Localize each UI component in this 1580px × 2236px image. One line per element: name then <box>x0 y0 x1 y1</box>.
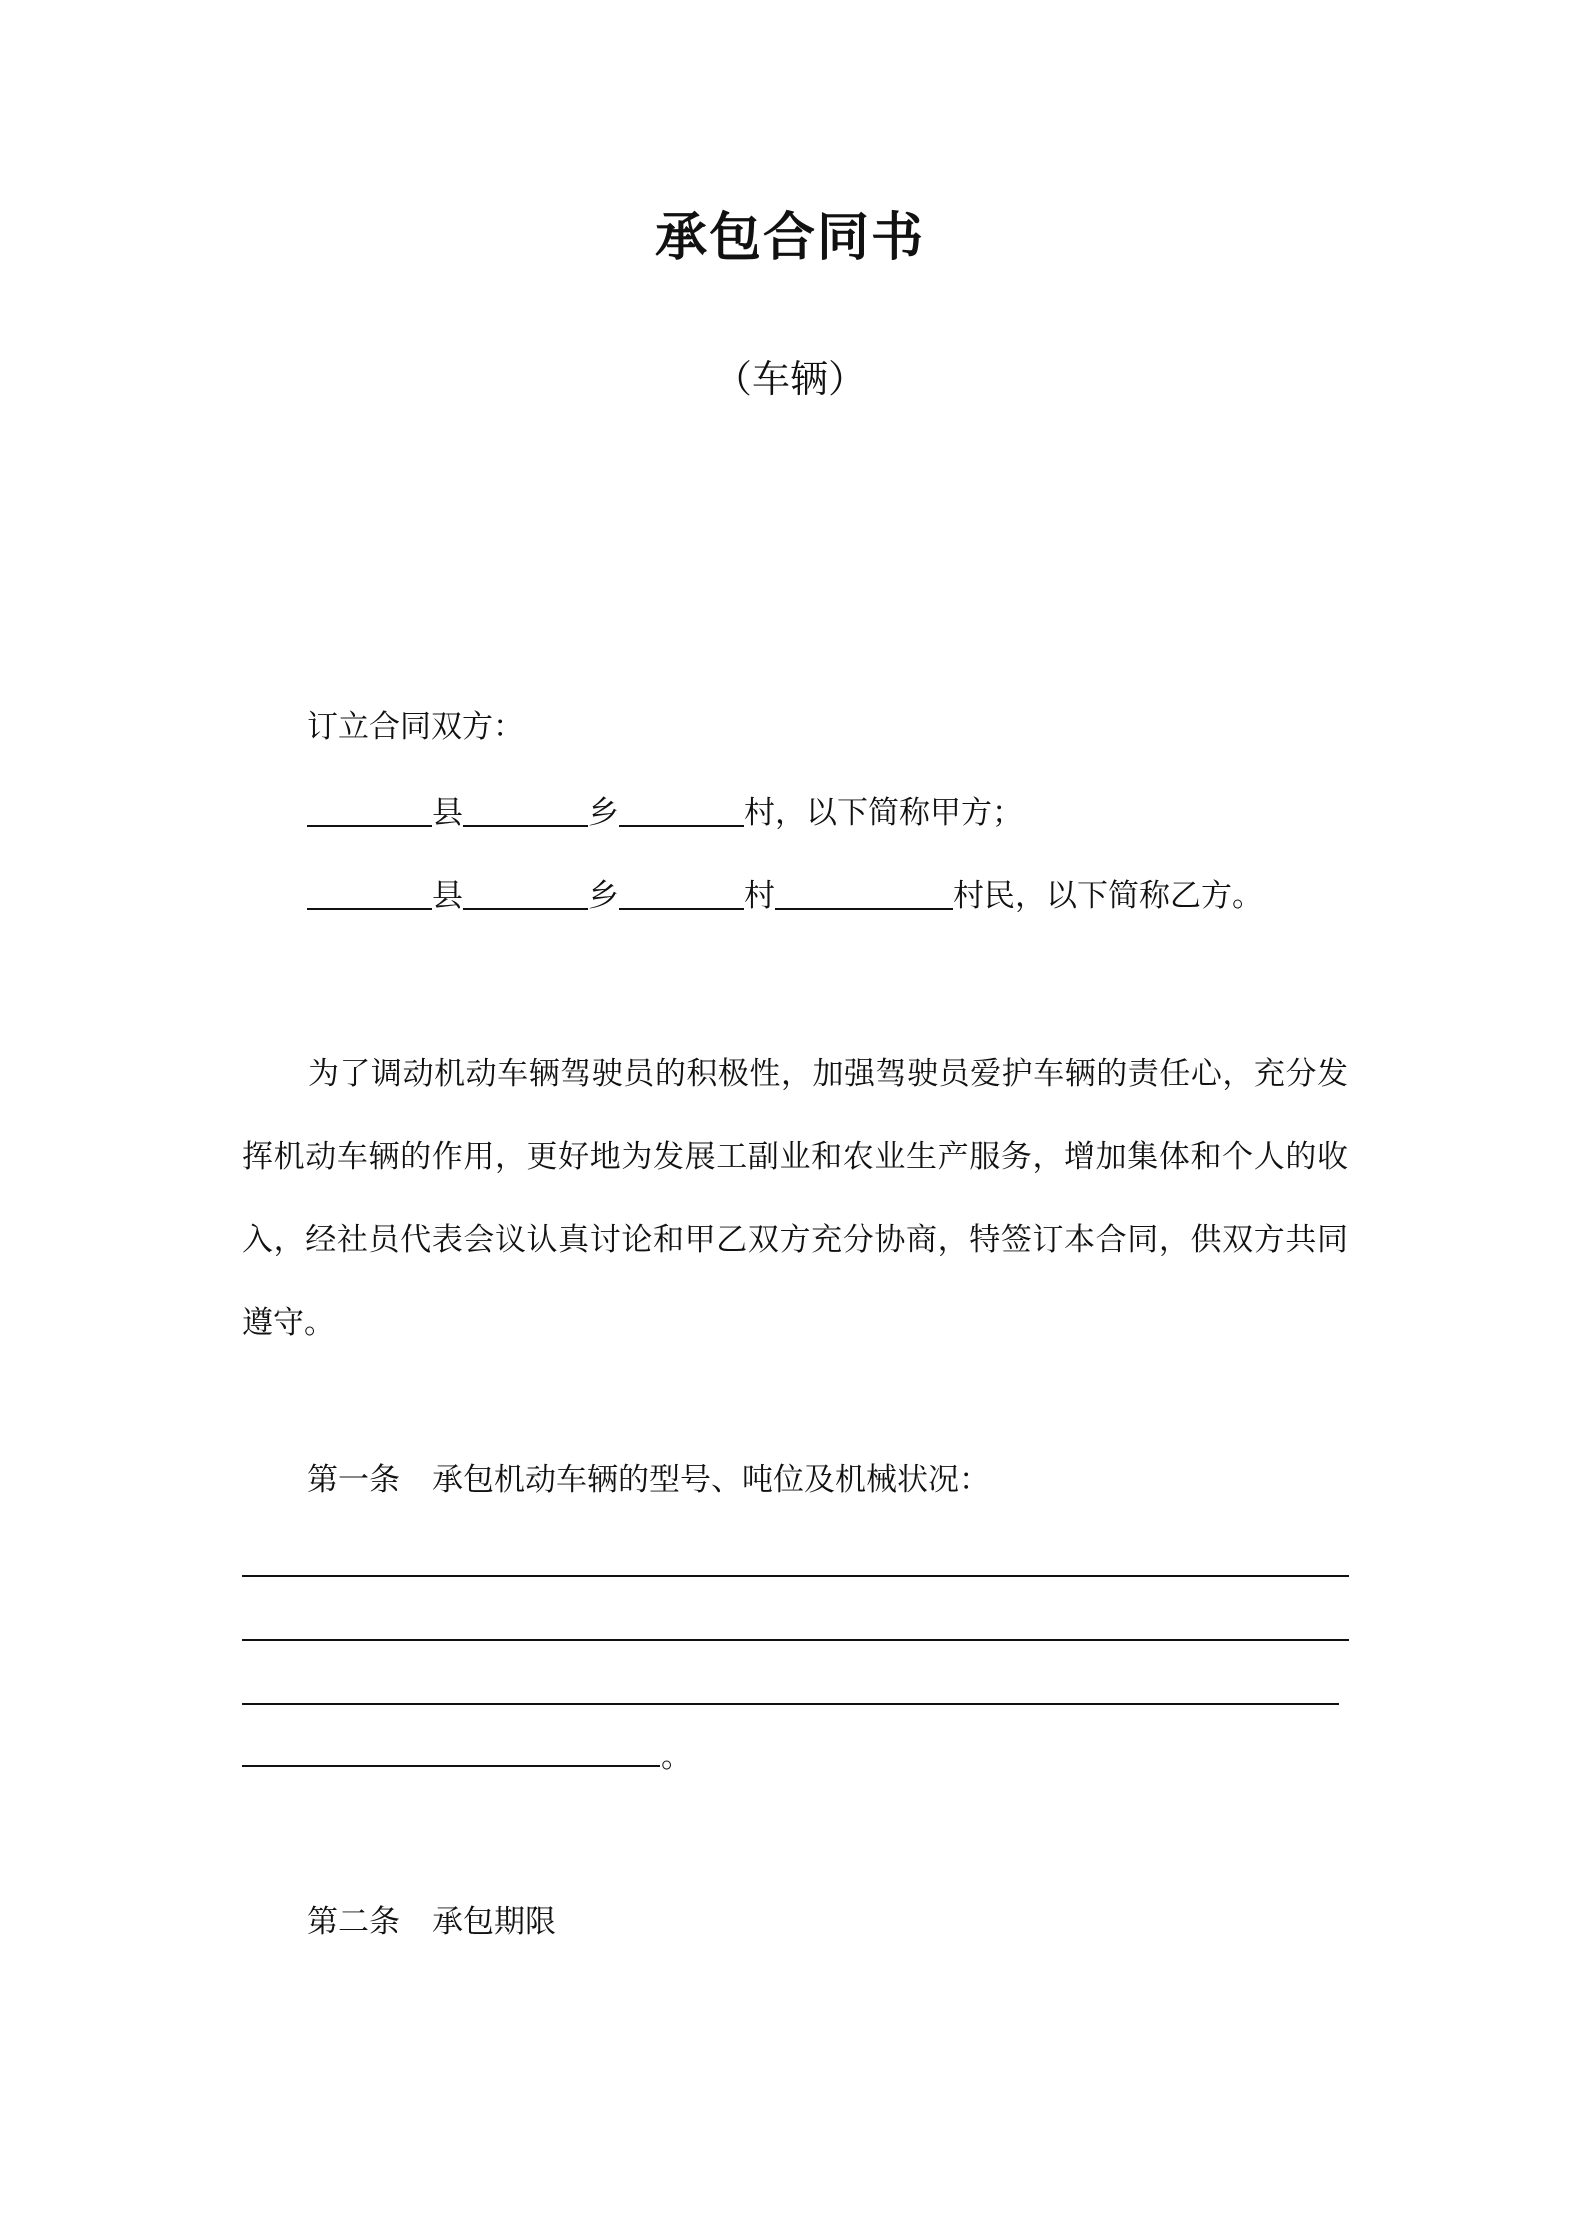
article-1-end-mark: 。 <box>661 1739 692 1775</box>
township-blank[interactable] <box>463 793 588 827</box>
county-label: 县 <box>432 795 463 831</box>
document-subtitle: （车辆） <box>713 357 866 401</box>
preamble-paragraph: 为了调动机动车辆驾驶员的积极性，加强驾驶员爱护车辆的责任心，充分发挥机动车辆的作用，更好地为发展工副业和农业生产服务，增加集体和个人的收入，经社员代表会议认真讨论和甲乙双方充分协商，特签订本合同，供双方共同遵守。 <box>242 1056 1348 1341</box>
county-blank[interactable] <box>307 793 432 827</box>
article-1-heading <box>307 1460 990 1500</box>
article-1-fill-line[interactable] <box>242 1703 1339 1705</box>
article-1-fill-line[interactable] <box>242 1639 1349 1641</box>
article-number: 第二条 <box>307 1904 400 1940</box>
article-1-fill-line[interactable] <box>242 1575 1349 1577</box>
parties-heading: 订立合同双方： <box>307 709 524 745</box>
party-b-line <box>307 876 1263 916</box>
township-label: 乡 <box>588 878 619 914</box>
party-a-line <box>307 793 1023 833</box>
article-number: 第一条 <box>307 1462 400 1498</box>
villager-name-blank[interactable] <box>775 876 953 910</box>
party-b-villager-label: 村民，以下简称乙方。 <box>953 878 1263 914</box>
village-label: 村 <box>744 878 775 914</box>
county-blank[interactable] <box>307 876 432 910</box>
township-blank[interactable] <box>463 876 588 910</box>
township-label: 乡 <box>588 795 619 831</box>
article-text: 承包期限 <box>432 1904 556 1940</box>
county-label: 县 <box>432 878 463 914</box>
village-blank[interactable] <box>619 876 744 910</box>
article-1-fill-line[interactable] <box>242 1765 660 1767</box>
party-a-village-label: 村，以下简称甲方； <box>744 795 1023 831</box>
village-blank[interactable] <box>619 793 744 827</box>
article-text: 承包机动车辆的型号、吨位及机械状况： <box>432 1462 990 1498</box>
document-title: 承包合同书 <box>654 208 925 268</box>
article-2-heading <box>307 1902 556 1942</box>
